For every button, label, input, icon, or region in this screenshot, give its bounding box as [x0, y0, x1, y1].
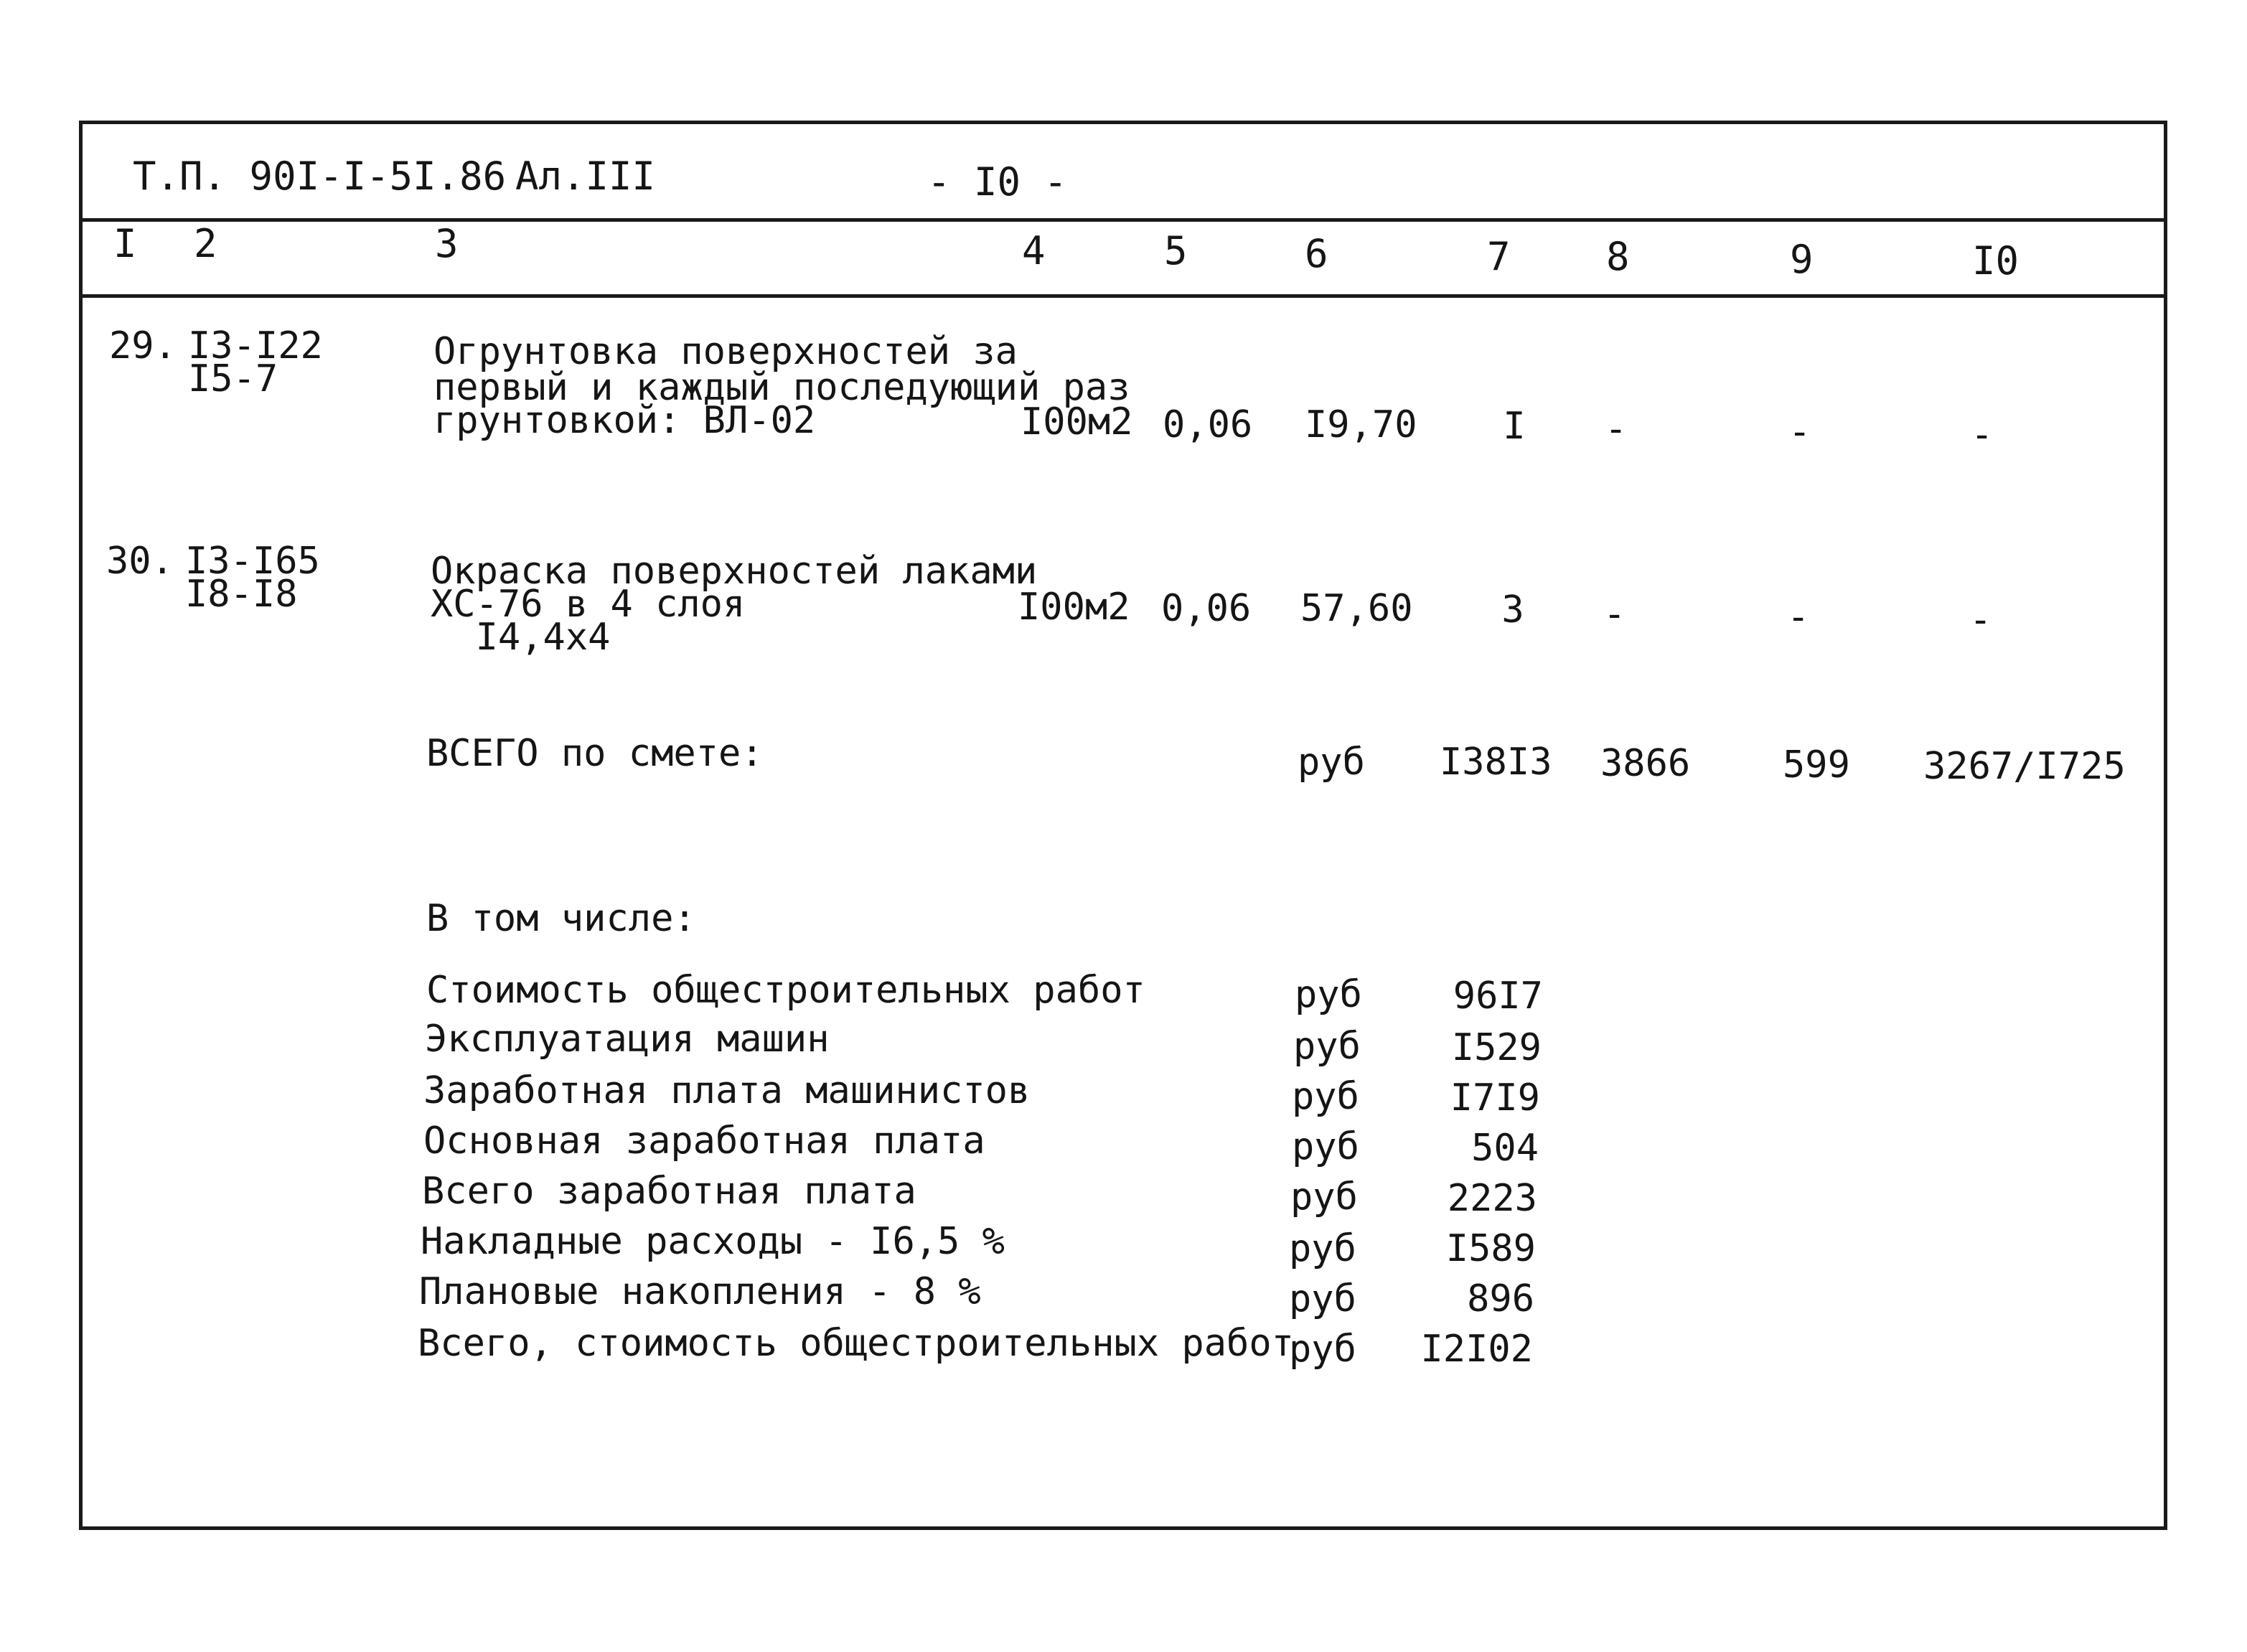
row-total: 3: [1501, 588, 1524, 632]
including-heading: В том числе:: [426, 897, 696, 940]
row-code: I3-I22: [188, 324, 323, 367]
grand-total-col7: I38I3: [1440, 741, 1552, 784]
row-description-line: Окраска поверхностей лаками: [431, 550, 1038, 593]
column-header-8: 8: [1606, 234, 1630, 279]
item-value: I2I02: [1420, 1328, 1533, 1371]
column-header-5: 5: [1164, 228, 1188, 273]
item-label: Накладные расходы - I6,5 %: [421, 1220, 1005, 1263]
item-value: I529: [1451, 1026, 1542, 1069]
row-unit: I00м2: [1018, 586, 1130, 629]
doc-code: Т.П. 90I-I-5I.86: [133, 154, 507, 199]
row-col9: -: [1787, 596, 1810, 639]
item-label: Плановые накопления - 8 %: [419, 1270, 981, 1313]
item-value: 896: [1467, 1277, 1534, 1320]
item-label: Эксплуатация машин: [425, 1018, 830, 1061]
page-number: - I0 -: [927, 159, 1068, 205]
item-unit: руб: [1289, 1328, 1356, 1371]
item-label: Заработная плата машинистов: [423, 1069, 1031, 1112]
row-description-line: ХС-76 в 4 слоя: [431, 583, 746, 626]
row-col9: -: [1788, 410, 1811, 454]
row-unit-cost: 57,60: [1300, 587, 1413, 630]
row-description-line: грунтовкой: ВЛ-02: [433, 399, 816, 442]
column-header-2: 2: [194, 221, 217, 266]
row-unit: I00м2: [1021, 400, 1133, 443]
row-description-line: первый и каждый последующий раз: [433, 366, 1130, 409]
grand-total-col8: 3866: [1600, 742, 1691, 785]
item-value: I589: [1445, 1227, 1536, 1270]
row-code: I8-I8: [185, 573, 298, 616]
album-number: Ал.III: [515, 154, 656, 199]
item-label: Всего, стоимость общестроительных работ: [418, 1322, 1294, 1365]
grand-total-col10: 3267/I725: [1923, 745, 2126, 788]
column-header-4: 4: [1022, 228, 1046, 273]
item-unit: руб: [1292, 1125, 1359, 1168]
header-rule: [79, 218, 2167, 222]
row-quantity: 0,06: [1161, 587, 1252, 630]
row-code: I3-I65: [185, 540, 320, 583]
page-frame: [79, 121, 2167, 1530]
column-header-1: I: [113, 221, 137, 266]
row-description-line: Огрунтовка поверхностей за: [433, 330, 1018, 373]
item-value: 504: [1471, 1127, 1539, 1170]
item-label: Всего заработная плата: [422, 1170, 916, 1213]
column-header-rule: [79, 294, 2167, 298]
column-header-6: 6: [1305, 231, 1328, 276]
grand-total-unit: руб: [1298, 741, 1365, 784]
grand-total-col9: 599: [1783, 743, 1850, 787]
column-header-9: 9: [1790, 237, 1814, 282]
item-unit: руб: [1295, 973, 1362, 1016]
row-col10: -: [1969, 599, 1992, 642]
item-unit: руб: [1290, 1175, 1358, 1219]
column-header-7: 7: [1487, 234, 1511, 279]
item-value: 96I7: [1453, 975, 1543, 1018]
item-label: Стоимость общестроительных работ: [426, 969, 1145, 1012]
row-code: I5-7: [188, 357, 278, 400]
row-col8: -: [1605, 408, 1628, 451]
row-total: I: [1503, 405, 1526, 448]
column-header-10: I0: [1972, 238, 2020, 283]
row-unit-cost: I9,70: [1305, 403, 1417, 446]
item-unit: руб: [1293, 1025, 1361, 1068]
item-unit: руб: [1289, 1227, 1356, 1270]
row-col8: -: [1603, 593, 1626, 636]
row-number: 30.: [106, 540, 174, 583]
row-description-line: I4,4х4: [431, 616, 611, 659]
grand-total-label: ВСЕГО по смете:: [426, 732, 764, 775]
row-quantity: 0,06: [1163, 403, 1253, 446]
row-number: 29.: [109, 324, 177, 367]
item-label: Основная заработная плата: [423, 1120, 985, 1163]
column-header-3: 3: [435, 221, 459, 266]
item-value: 2223: [1447, 1177, 1537, 1220]
row-col10: -: [1971, 413, 1994, 456]
item-unit: руб: [1292, 1075, 1359, 1118]
item-value: I7I9: [1450, 1076, 1540, 1120]
item-unit: руб: [1289, 1277, 1356, 1320]
